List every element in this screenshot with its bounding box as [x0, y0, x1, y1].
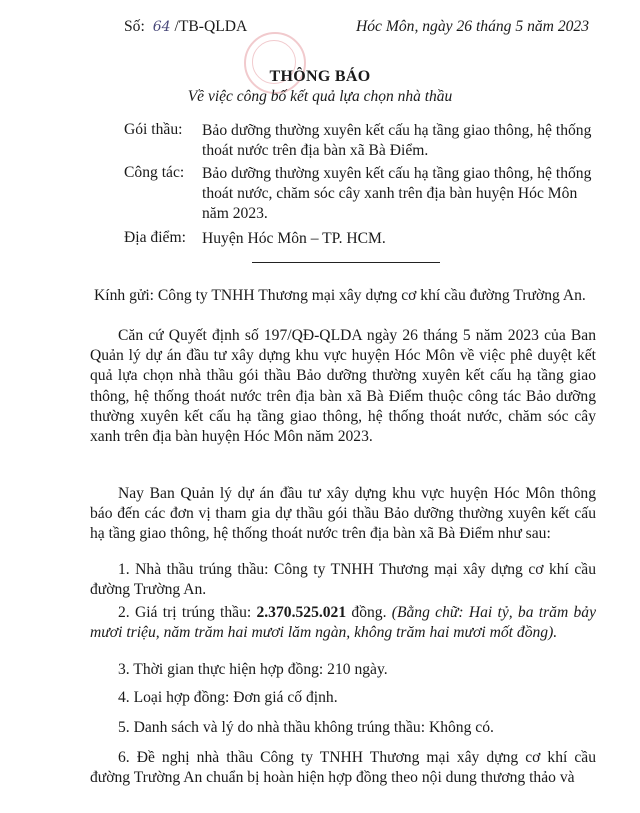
list-item-contract-value — [90, 603, 596, 643]
list-item-request-text: 6. Đề nghị nhà thầu Công ty TNHH Thương mại xây dựng cơ khí cầu đường Trường An chuẩn bị hoàn hiện hợp đồng theo nội dung thương thảo và — [90, 749, 596, 787]
goi-thau-label: Gói thầu: — [124, 121, 183, 138]
paragraph-announcement — [90, 484, 596, 545]
recipient-line: Kính gửi: Công ty TNHH Thương mại xây dựng cơ khí cầu đường Trường An. — [94, 287, 586, 304]
document-title: THÔNG BÁO — [269, 68, 371, 85]
list-item-contract-type-text: 4. Loại hợp đồng: Đơn giá cố định. — [118, 689, 338, 706]
paragraph-basis-text: Căn cứ Quyết định số 197/QĐ-QLDA ngày 26 tháng 5 năm 2023 của Ban Quản lý dự án đầu tư xây dựng khu vực huyện Hóc Môn về việc phê duyệt kết quả lựa chọn nhà thầu gói thầu Bảo dưỡng thường xuyên kết cấu hạ tầng giao thông, hệ thống thoát nước trên địa bàn xã Bà Điểm thuộc công tác Bảo dưỡng thường xuyên kết cấu hạ tầng giao thông, hệ thống thoát nước, chăm sóc cây xanh trên địa bàn huyện Hóc Môn năm 2023. — [90, 327, 596, 446]
contract-value-unit: đồng. — [346, 604, 392, 621]
contract-value-prefix: 2. Giá trị trúng thầu: — [118, 604, 257, 621]
contract-value-amount: 2.370.525.021 — [256, 604, 347, 621]
document-number-prefix: Số: — [124, 18, 145, 35]
list-item-winner — [90, 560, 596, 600]
dia-diem-label: Địa điểm: — [124, 229, 186, 246]
cong-tac-value: Bảo dưỡng thường xuyên kết cấu hạ tầng giao thông, hệ thống thoát nước, chăm sóc cây xanh trên địa bàn huyện Hóc Môn năm 2023. — [202, 165, 592, 222]
list-item-unsuccessful-bidders — [90, 718, 596, 738]
list-item-unsuccessful-text: 5. Danh sách và lý do nhà thầu không trúng thầu: Không có. — [118, 719, 494, 736]
dia-diem-value: Huyện Hóc Môn – TP. HCM. — [202, 230, 386, 247]
list-item-duration-text: 3. Thời gian thực hiện hợp đồng: 210 ngày. — [118, 661, 388, 678]
document-header — [0, 18, 640, 42]
document-subtitle: Về việc công bố kết quả lựa chọn nhà thầu — [187, 88, 453, 105]
separator-line — [252, 262, 440, 263]
goi-thau-value: Bảo dưỡng thường xuyên kết cấu hạ tầng giao thông, hệ thống thoát nước trên địa bàn xã Bà Điểm. — [202, 122, 592, 159]
list-item-request — [90, 748, 596, 788]
list-item-winner-text: 1. Nhà thầu trúng thầu: Công ty TNHH Thương mại xây dựng cơ khí cầu đường Trường An. — [90, 561, 596, 599]
paragraph-announcement-text: Nay Ban Quản lý dự án đầu tư xây dựng khu vực huyện Hóc Môn thông báo đến các đơn vị tham gia dự thầu gói thầu Bảo dưỡng thường xuyên kết cấu hạ tầng giao thông, hệ thống thoát nước trên địa bàn xã Bà Điểm như sau: — [90, 485, 596, 543]
document-number — [124, 18, 247, 36]
document-number-handwritten: 64 — [152, 19, 171, 35]
contract-value-in-words: (Bằng chữ: Hai tỷ, ba trăm bảy mươi triệu, năm trăm hai mươi lăm ngàn, không trăm hai mươi mốt đồng). — [90, 604, 596, 642]
list-item-contract-type — [90, 688, 596, 708]
document-number-suffix: /TB-QLDA — [174, 18, 248, 35]
cong-tac-label: Công tác: — [124, 164, 185, 181]
paragraph-basis — [90, 326, 596, 447]
list-item-duration — [90, 660, 596, 680]
place-and-date: Hóc Môn, ngày 26 tháng 5 năm 2023 — [356, 18, 590, 35]
